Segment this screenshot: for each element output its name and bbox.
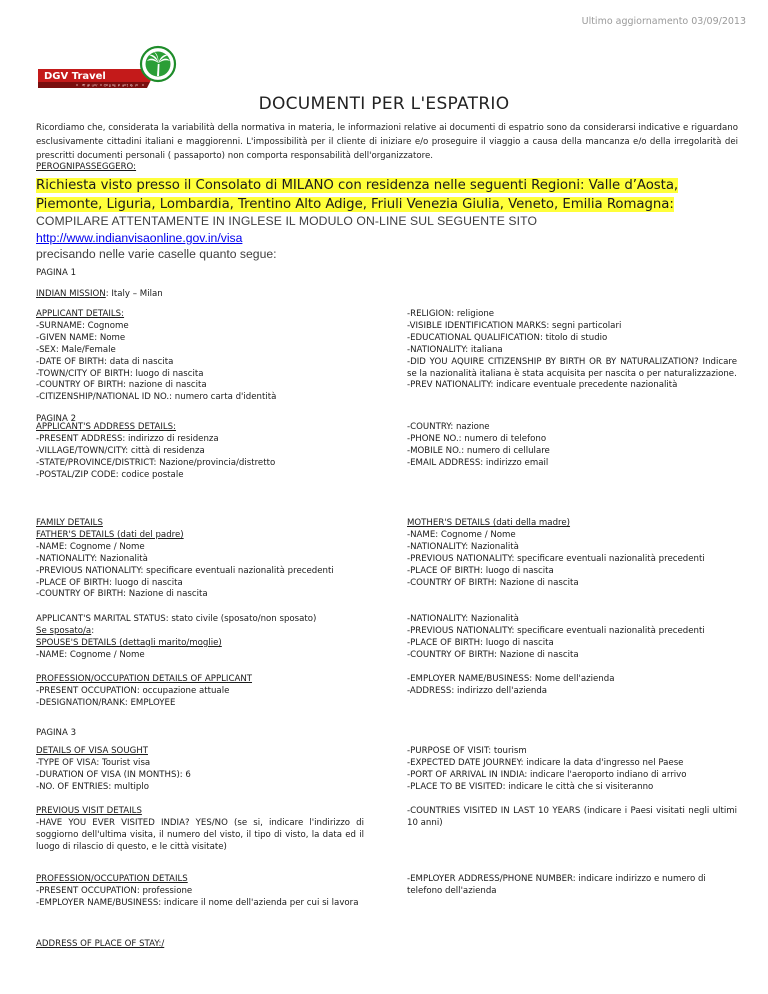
field-line: -PREV NATIONALITY: indicare eventuale precedente nazionalità [407,380,678,391]
field-line: -PHONE NO.: numero di telefono [407,433,547,444]
field-line: -PREVIOUS NATIONALITY: specificare eventuali nazionalità precedenti [407,625,705,636]
field-line: -COUNTRY OF BIRTH: nazione di nascita [36,380,207,391]
section-heading: APPLICANT DETAILS: [36,309,125,319]
field-line: -NATIONALITY: Nazionalità [407,614,519,624]
profession-details-left [36,674,364,710]
section-heading: SPOUSE'S DETAILS (dettagli marito/moglie) [36,637,222,648]
field-line: -DURATION OF VISA (IN MONTHS): 6 [36,769,191,780]
field-line: -SEX: Male/Female [36,344,116,355]
field-line: -PLACE OF BIRTH: luogo di nascita [36,577,183,588]
field-line: -TYPE OF VISA: Tourist visa [36,757,151,768]
page-1-heading: PAGINA 1 [36,268,77,278]
highlighted-text: Richiesta visto presso il Consolato di MILANO con residenza nelle seguenti Regioni: Valle d’Aosta, Piemonte, Liguria, Lombardia, Trentino Alto Adige, Friuli Venezia Giulia, Veneto, Emilia Romagna: [36,178,679,212]
field-line: -NATIONALITY: Nazionalità [407,541,519,552]
intro-paragraph: Ricordiamo che, considerata la variabilità della normativa in materia, le informazioni relative ai documenti di espatrio sono da considerarsi indicative e riguardano esclusivamente cittadini italiani e maggiorenni. L'impossibilità per il cliente di iniziare e/o proseguire il viaggio a causa della mancanza e/o della irregolarità dei prescritti documenti personali ( passaporto) non comporta responsabilità dell'organizzatore. [36,123,738,161]
indian-mission [36,289,163,299]
previous-visit-left [36,806,364,854]
field-line: -NAME: Cognome / Nome [36,541,145,552]
address-place-of-stay: ADDRESS OF PLACE OF STAY:/ [36,939,165,949]
field-line: APPLICANT'S MARITAL STATUS: stato civile (sposato/non sposato) [36,614,317,624]
if-married-line [36,626,364,638]
section-heading: PREVIOUS VISIT DETAILS [36,806,142,816]
address-details-left [36,422,364,482]
field-line: -PRESENT ADDRESS: indirizzo di residenza [36,433,219,444]
section-heading: FAMILY DETAILS [36,518,103,528]
field-line: -NAME: Cognome / Nome [407,529,516,540]
field-line: -PRESENT OCCUPATION: occupazione attuale [36,685,230,696]
logo-graphic [36,44,184,90]
field-line: -EMPLOYER ADDRESS/PHONE NUMBER: indicare indirizzo e numero di telefono dell'azienda [407,874,706,896]
if-married-label: Se sposato/a [36,625,92,636]
visa-website-link[interactable]: http://www.indianvisaonline.gov.in/visa [36,231,243,245]
field-line: -PRESENT OCCUPATION: professione [36,885,193,896]
field-line: -COUNTRY OF BIRTH: Nazione di nascita [407,577,579,588]
logo-subtext: Tour Operator [83,83,139,88]
field-line: -COUNTRY OF BIRTH: Nazione di nascita [407,649,579,660]
address-details-right [407,422,737,470]
field-line: -VISIBLE IDENTIFICATION MARKS: segni particolari [407,320,622,331]
specify-instruction: precisando nelle varie caselle quanto segue: [36,247,277,261]
field-line: -PREVIOUS NATIONALITY: specificare eventuali nazionalità precedenti [407,553,705,564]
dgv-travel-logo [36,44,184,90]
mother-details-right [407,518,737,589]
field-line: -ADDRESS: indirizzo dell'azienda [407,685,548,696]
indian-mission-label: INDIAN MISSION [36,289,106,299]
field-line: -PLACE OF BIRTH: luogo di nascita [407,637,554,648]
field-line: -NATIONALITY: Nazionalità [36,553,148,564]
visa-sought-left [36,746,364,794]
field-line: -COUNTRIES VISITED IN LAST 10 YEARS (indicare i Paesi visitati negli ultimi 10 anni) [407,806,737,828]
section-heading: DETAILS OF VISA SOUGHT [36,746,148,756]
field-line: -EMPLOYER NAME/BUSINESS: Nome dell'azienda [407,674,615,684]
field-line: -STATE/PROVINCE/DISTRICT: Nazione/provincia/distretto [36,457,276,468]
field-line: -DID YOU AQUIRE CITIZENSHIP BY BIRTH OR BY NATURALIZATION? Indicare se la nazionalità italiana è stata acquisita per nascita o per naturalizzazione. [407,356,737,379]
field-line: -COUNTRY: nazione [407,422,490,432]
colon: : [91,625,95,636]
field-line: -COUNTRY OF BIRTH: Nazione di nascita [36,589,208,600]
compile-instruction: COMPILARE ATTENTAMENTE IN INGLESE IL MODULO ON-LINE SUL SEGUENTE SITO [36,214,538,228]
family-details-left [36,518,364,601]
field-line: -SURNAME: Cognome [36,320,129,331]
highlighted-consulate-notice [36,176,741,214]
field-line: -NATIONALITY: italiana [407,344,503,355]
profession-occupation-right [407,874,737,898]
section-heading: MOTHER'S DETAILS (dati della madre) [407,518,571,528]
field-line: -NO. OF ENTRIES: multiplo [36,781,150,792]
field-line: -PLACE OF BIRTH: luogo di nascita [407,565,554,576]
profession-details-right [407,674,737,698]
field-line: -PURPOSE OF VISIT: tourism [407,746,527,756]
page-title: DOCUMENTI PER L'ESPATRIO [258,94,510,114]
visa-sought-right [407,746,737,794]
field-line: -PLACE TO BE VISITED: indicare le città che si visiteranno [407,781,654,792]
section-heading: PROFESSION/OCCUPATION DETAILS [36,874,188,884]
field-line: -EMAIL ADDRESS: indirizzo email [407,457,549,468]
profession-occupation-left [36,874,364,910]
applicant-details-right [407,309,737,392]
field-line: -POSTAL/ZIP CODE: codice postale [36,469,184,480]
previous-visit-right [407,806,737,830]
field-line: -EMPLOYER NAME/BUSINESS: indicare il nome dell'azienda per cui si lavora [36,897,359,908]
field-line: -EDUCATIONAL QUALIFICATION: titolo di studio [407,332,608,343]
section-heading: APPLICANT'S ADDRESS DETAILS: [36,422,177,432]
indian-mission-value: : Italy – Milan [105,289,163,299]
page-2-heading: PAGINA 2 [36,414,77,424]
field-line: -NAME: Cognome / Nome [36,649,145,660]
field-line: -DATE OF BIRTH: data di nascita [36,356,174,367]
field-line: -DESIGNATION/RANK: EMPLOYEE [36,697,176,708]
field-line: -VILLAGE/TOWN/CITY: città di residenza [36,445,205,456]
field-line: -CITIZENSHIP/NATIONAL ID NO.: numero carta d'identità [36,392,277,403]
field-line: -GIVEN NAME: Nome [36,332,126,343]
per-passenger-label: PEROGNIPASSEGGERO: [36,162,137,172]
section-subheading: FATHER'S DETAILS (dati del padre) [36,529,184,540]
field-line: -HAVE YOU EVER VISITED INDIA? YES/NO (se si, indicare l'indirizzo di soggiorno dell'ultima visita, il numero del visto, il tipo di visto, la data ed il luogo di rilascio di questo, e le città visitate) [36,817,364,852]
logo-text: DGV Travel [44,71,106,82]
field-line: -EXPECTED DATE JOURNEY: indicare la data d'ingresso nel Paese [407,757,684,768]
marital-status-left [36,614,364,662]
field-line: -PREVIOUS NATIONALITY: specificare eventuali nazionalità precedenti [36,565,334,576]
applicant-details-left [36,309,364,404]
page-3-heading: PAGINA 3 [36,728,77,738]
field-line: -MOBILE NO.: numero di cellulare [407,445,550,456]
spouse-details-right [407,614,737,662]
field-line: -TOWN/CITY OF BIRTH: luogo di nascita [36,368,204,379]
section-heading: PROFESSION/OCCUPATION DETAILS OF APPLICANT [36,674,253,684]
field-line: -RELIGION: religione [407,309,495,319]
last-updated: Ultimo aggiornamento 03/09/2013 [581,16,746,27]
field-line: -PORT OF ARRIVAL IN INDIA: indicare l'aeroporto indiano di arrivo [407,769,687,780]
